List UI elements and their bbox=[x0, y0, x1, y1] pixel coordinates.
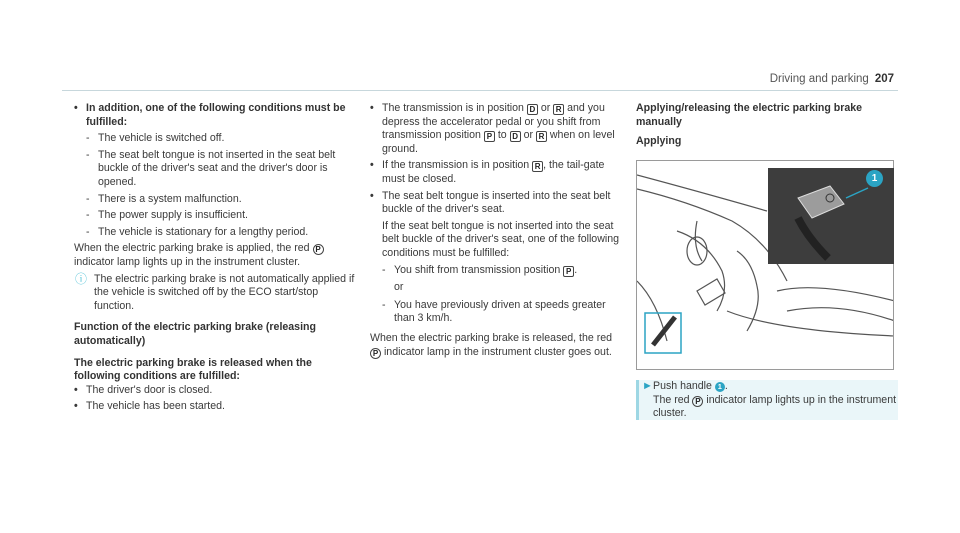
heading-released-when: The electric parking brake is released when the following conditions are fulfilled: bbox=[74, 356, 312, 383]
column-2 bbox=[370, 102, 620, 359]
text: or bbox=[523, 129, 533, 142]
parking-brake-icon: P bbox=[313, 244, 324, 255]
text: and you depress the accelerator pedal or you shift from transmission position bbox=[382, 102, 605, 142]
condition-item: - The vehicle is stationary for a lengthy period. bbox=[74, 226, 356, 240]
heading-manual: Applying/releasing the electric parking brake manually bbox=[636, 102, 863, 128]
page-header bbox=[770, 73, 894, 85]
header-rule bbox=[62, 90, 898, 91]
text: to bbox=[497, 129, 507, 142]
note-text: The electric parking brake is not automatically applied if the vehicle is switched off by the ECO start/stop function. bbox=[94, 272, 355, 312]
gear-r-icon: R bbox=[536, 131, 547, 142]
section-title: Driving and parking bbox=[769, 73, 869, 85]
text: When the electric parking brake is released, the red bbox=[370, 331, 613, 344]
text: . bbox=[724, 380, 728, 392]
heading-additional-conditions: • In addition, one of the following conditions must be fulfilled: bbox=[74, 102, 356, 129]
dash-shift: - You shift from transmission position P . bbox=[370, 264, 620, 278]
gear-d-icon: D bbox=[527, 104, 538, 115]
applied-text bbox=[74, 242, 356, 269]
applied-text-b: indicator lamp lights up in the instrument cluster. bbox=[74, 255, 301, 268]
heading-releasing-automatically: Function of the electric parking brake (releasing automatically) bbox=[74, 321, 316, 347]
applied-text-a: When the electric parking brake is applied, the red bbox=[74, 242, 310, 255]
parking-brake-icon: P bbox=[370, 348, 381, 359]
text: The red bbox=[653, 393, 690, 406]
text: If the transmission is in position bbox=[382, 159, 530, 172]
gear-d-icon: D bbox=[510, 131, 521, 142]
info-icon: ⓘ bbox=[75, 271, 88, 286]
gear-r-icon: R bbox=[553, 104, 564, 115]
bullet-transmission bbox=[370, 102, 620, 156]
condition-item: - The seat belt tongue is not inserted in the seat belt buckle of the driver's seat and the driver's door is opened. bbox=[74, 149, 356, 190]
gear-p-icon: P bbox=[484, 131, 495, 142]
text: Push handle bbox=[653, 380, 712, 392]
step-result bbox=[653, 394, 898, 421]
release-condition: • The driver's door is closed. bbox=[74, 384, 356, 398]
instruction-step bbox=[636, 380, 898, 420]
column-3 bbox=[636, 102, 898, 149]
text: indicator lamp lights up in the instrument cluster. bbox=[653, 393, 897, 420]
released-text bbox=[370, 332, 620, 359]
step-text bbox=[653, 380, 898, 394]
callout-ref-1: 1 bbox=[715, 382, 725, 392]
bullet-seat-belt: • The seat belt tongue is inserted into the seat belt buckle of the driver's seat. bbox=[370, 190, 620, 217]
release-condition: • The vehicle has been started. bbox=[74, 400, 356, 414]
parking-brake-icon: P bbox=[692, 396, 703, 407]
text: when on level ground. bbox=[382, 129, 615, 155]
text: indicator lamp in the instrument cluster goes out. bbox=[383, 345, 612, 358]
dash-speed: - You have previously driven at speeds greater than 3 km/h. bbox=[370, 299, 620, 326]
gear-r-icon: R bbox=[532, 161, 543, 172]
subheading-applying: Applying bbox=[636, 135, 682, 148]
or-text: or bbox=[394, 281, 404, 294]
step-arrow-icon: ► bbox=[642, 380, 653, 392]
bullet-tailgate bbox=[370, 159, 620, 186]
condition-item: - The vehicle is switched off. bbox=[74, 132, 356, 146]
gear-p-icon: P bbox=[563, 266, 574, 277]
text: You shift from transmission position bbox=[394, 263, 561, 276]
seat-belt-sub: If the seat belt tongue is not inserted into the seat belt buckle of the driver's seat, one of the following conditions must be fulfilled: bbox=[382, 219, 619, 259]
text: or bbox=[540, 102, 551, 114]
condition-item: - The power supply is insufficient. bbox=[74, 209, 356, 223]
callout-1: 1 bbox=[866, 170, 883, 187]
page-number: 207 bbox=[874, 73, 894, 85]
text: , the tail-gate must be closed. bbox=[382, 159, 605, 185]
text: The transmission is in position bbox=[382, 102, 524, 114]
note bbox=[74, 273, 356, 314]
condition-item: - There is a system malfunction. bbox=[74, 193, 356, 207]
column-1 bbox=[74, 102, 356, 414]
